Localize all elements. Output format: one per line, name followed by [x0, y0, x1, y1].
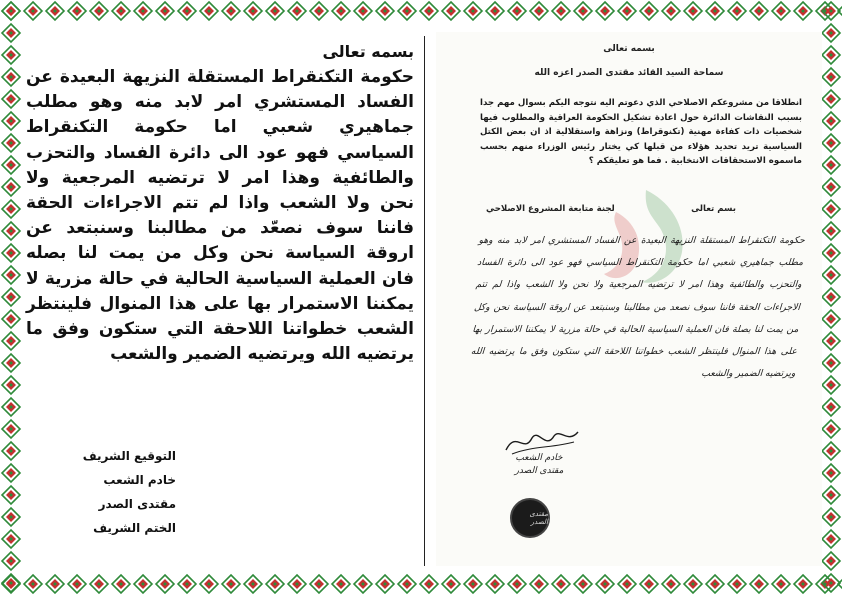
letter-addressee: سماحة السيد القائد مقتدى الصدر اعزه الله [534, 68, 724, 78]
hand-sign-title: خادم الشعب [515, 453, 563, 463]
signature-line: التوقيع الشريف [82, 449, 176, 463]
border-right [820, 0, 842, 595]
letter-basmala: بسمه تعالى [603, 44, 655, 54]
seal-text: مقتدى الصدر [529, 510, 548, 526]
signature-title: خادم الشعب [103, 473, 176, 487]
committee-name: لجنة متابعة المشروع الاصلاحي [486, 204, 615, 214]
handwritten-sign-lines [494, 452, 584, 478]
seal-label: الختم الشريف [93, 521, 176, 535]
border-top [0, 0, 842, 22]
typed-statement [26, 40, 414, 367]
basmala-heading: بسمه تعالى [322, 42, 414, 61]
page-divider [424, 36, 425, 566]
signature-name: مقتدى الصدر [98, 497, 176, 511]
hand-sign-name: مقتدى الصدر [514, 466, 564, 476]
handwritten-reply: حكومة التكنقراط المستقلة النزيهة البعيدة عن الفساد المستشري امر لابد منه وهو مطلب جماهيري شعبي اما حكومة التكنقراط السياسي فهو عود الى دائرة الفساد والتحزب والطائفية وهذا امر لا ترتضيه المرجعية ولا نحن ولا الشعب واذا لم تتم الاجراءات الحقة فاننا سوف نصعد من مطالبنا وسنبتعد عن اروقة السياسة نحن وكل من يمت لنا بصلة فان العملية السياسية الحالية في حالة مزرية لا يمكننا الاستمرار بها على هذا المنوال فلينتظر الشعب خطواتنا اللاحقة التي ستكون وفق ما يرتضيه الله ويرتضيه الضمير والشعب [470, 235, 806, 380]
official-seal-icon [510, 498, 550, 538]
border-left [0, 0, 22, 595]
signature-block [56, 444, 176, 540]
reply-basmala: بسم تعالى [691, 204, 736, 214]
statement-body: حكومة التكنقراط المستقلة النزيهة البعيدة عن الفساد المستشري امر لابد منه وهو مطلب جماهيري شعبي اما حكومة التكنقراط السياسي فهو عود الى دائرة الفساد والتحزب والطائفية وهذا امر لا ترتضيه المرجعية ولا نحن ولا الشعب واذا لم تتم الاجراءات الحقة فاننا سوف نصعّد من مطالبنا وسنبتعد عن اروقة السياسة نحن وكل من يمت لنا بصله فان العملية السياسية الحالية في حالة مزرية لا يمكننا الاستمرار بها على هذا المنوال فلينتظر الشعب خطواتنا اللاحقة التي ستكون وفق ما يرتضيه الله ويرتضيه الضمير والشعب [26, 67, 414, 365]
letter-question: انطلاقا من مشروعكم الاصلاحي الذي دعوتم اليه نتوجه اليكم بسوال مهم جدا بسبب النقاشات الدائرة حول اعادة تشكيل الحكومة العراقية والمطلوب فيها شخصيات ذات كفاءة مهنية (تكنوقراط) ونزاهة واستقلالية اذ ان بعض الكتل السياسية تريد تحديد هؤلاء من قبلها كي يختار رئيس الوزراء منهم بحسب ماسموه الاستحقاقات الانتخابية . فما هو تعليقكم ؟ [480, 98, 802, 167]
border-bottom [0, 573, 842, 595]
scanned-letter [436, 32, 822, 566]
